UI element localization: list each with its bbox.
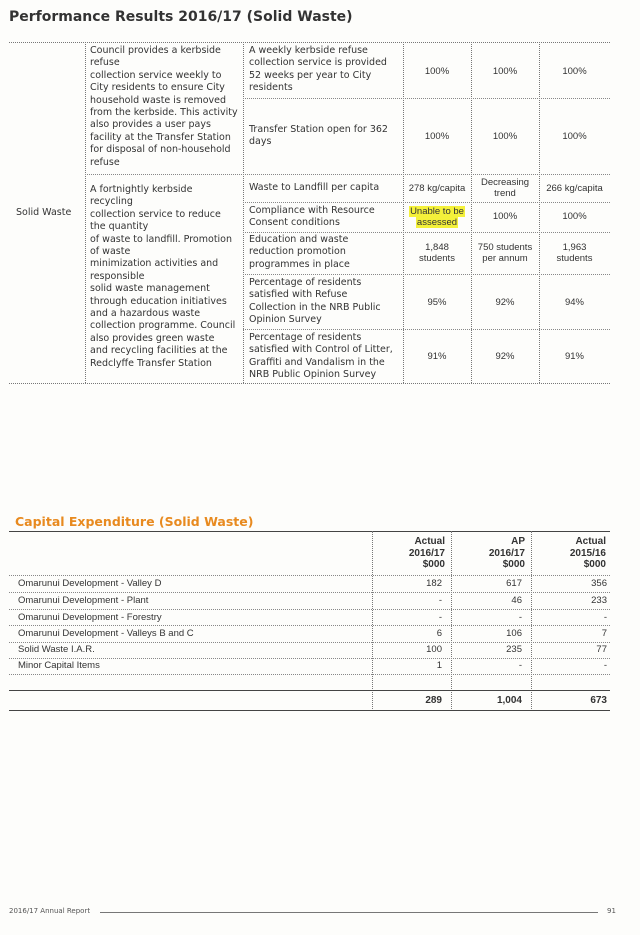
measure-result-highlighted: Unable to be assessed bbox=[410, 206, 464, 228]
measure-text: A weekly kerbside refuse collection service is provided 52 weeks per year to City residents bbox=[249, 45, 387, 94]
footer-title: 2016/17 Annual Report bbox=[9, 907, 91, 915]
measure-target: 100% bbox=[492, 211, 518, 222]
row-divider bbox=[9, 592, 610, 593]
measure-result: 1,848 students bbox=[419, 242, 455, 264]
column-header: AP 2016/17 $000 bbox=[488, 536, 525, 570]
table-cell: - bbox=[603, 612, 607, 623]
table-row-label: Minor Capital Items bbox=[18, 660, 100, 671]
table-cell: - bbox=[438, 595, 442, 606]
service-description-recycling: A fortnightly kerbside recycling collection service to reduce the quantity of waste to landfill. Promotion of waste minimization activities and responsible solid waste management through education initiatives and a hazardous waste collection programme. Council also provides green waste and recycling facilities at the Redclyffe Transfer Station bbox=[90, 184, 236, 369]
column-header: Actual 2015/16 $000 bbox=[569, 536, 606, 570]
table-cell: 6 bbox=[436, 628, 442, 639]
table-cell: 100 bbox=[426, 644, 442, 655]
table-row-label: Omarunui Development - Valley D bbox=[18, 578, 162, 589]
row-divider bbox=[9, 674, 610, 675]
row-divider bbox=[9, 609, 610, 610]
measure-prev: 91% bbox=[564, 351, 584, 362]
footer-rule bbox=[100, 912, 598, 913]
table-cell: 235 bbox=[506, 644, 522, 655]
measure-prev: 100% bbox=[562, 131, 587, 142]
table-cell: 77 bbox=[596, 644, 607, 655]
service-description-refuse: Council provides a kerbside refuse collection service weekly to City residents to ensure City household waste is removed from the kerbside. This activity also provides a user pays facility at the Transfer Station for disposal of non-household refuse bbox=[90, 45, 238, 168]
measure-result: 278 kg/capita bbox=[408, 183, 466, 194]
measure-text: Compliance with Resource Consent conditions bbox=[249, 205, 375, 229]
measure-target: 750 students per annum bbox=[477, 242, 533, 264]
table-row-label: Omarunui Development - Valleys B and C bbox=[18, 628, 194, 639]
measure-prev: 266 kg/capita bbox=[546, 183, 603, 194]
table-top-rule bbox=[9, 531, 610, 532]
measure-result: 91% bbox=[427, 351, 447, 362]
table-cell: 182 bbox=[426, 578, 442, 589]
col-divider bbox=[243, 42, 244, 383]
measure-prev: 100% bbox=[562, 211, 587, 222]
measure-result: 100% bbox=[424, 131, 450, 142]
table-cell: 233 bbox=[591, 595, 607, 606]
measure-text: Transfer Station open for 362 days bbox=[249, 124, 388, 148]
row-divider bbox=[9, 658, 610, 659]
row-divider bbox=[243, 329, 610, 330]
measure-text: Percentage of residents satisfied with Refuse Collection in the NRB Public Opinion Survey bbox=[249, 277, 381, 326]
total-cell: 1,004 bbox=[496, 695, 522, 706]
measure-result: 95% bbox=[427, 297, 447, 308]
row-divider bbox=[243, 274, 610, 275]
table-cell: - bbox=[603, 660, 607, 671]
measure-prev: 100% bbox=[562, 66, 587, 77]
table-cell: - bbox=[518, 612, 522, 623]
table-cell: 617 bbox=[506, 578, 522, 589]
measure-target: 92% bbox=[495, 297, 515, 308]
page-title: Performance Results 2016/17 (Solid Waste) bbox=[9, 9, 353, 25]
table-cell: 106 bbox=[506, 628, 522, 639]
table-cell: 7 bbox=[601, 628, 607, 639]
totals-rule bbox=[9, 690, 610, 691]
measure-result: 100% bbox=[424, 66, 450, 77]
measure-target: Decreasing trend bbox=[480, 177, 530, 199]
row-divider bbox=[243, 232, 610, 233]
measure-prev: 1,963 students bbox=[556, 242, 593, 264]
table-row-label: Omarunui Development - Plant bbox=[18, 595, 149, 606]
activity-label: Solid Waste bbox=[16, 207, 72, 218]
measure-text: Education and waste reduction promotion programmes in place bbox=[249, 234, 350, 270]
header-rule bbox=[9, 575, 610, 576]
row-divider bbox=[243, 202, 610, 203]
table-cell: 356 bbox=[591, 578, 607, 589]
page-number: 91 bbox=[607, 907, 616, 915]
table-row-label: Solid Waste I.A.R. bbox=[18, 644, 95, 655]
measure-target: 100% bbox=[492, 66, 518, 77]
row-divider bbox=[243, 98, 610, 99]
measure-target: 92% bbox=[495, 351, 515, 362]
table-bottom-rule bbox=[9, 710, 610, 711]
table-cell: - bbox=[518, 660, 522, 671]
table-cell: - bbox=[438, 612, 442, 623]
row-divider bbox=[85, 174, 610, 175]
total-cell: 289 bbox=[425, 695, 442, 706]
section-title: Capital Expenditure (Solid Waste) bbox=[15, 514, 254, 529]
row-divider bbox=[9, 642, 610, 643]
column-header: Actual 2016/17 $000 bbox=[408, 536, 445, 570]
measure-text: Percentage of residents satisfied with Control of Litter, Graffiti and Vandalism in the NRB Public Opinion Survey bbox=[249, 332, 393, 381]
table-cell: 46 bbox=[511, 595, 522, 606]
table-top-rule bbox=[9, 42, 610, 43]
table-row-label: Omarunui Development - Forestry bbox=[18, 612, 162, 623]
col-divider bbox=[85, 42, 86, 383]
measure-target: 100% bbox=[492, 131, 518, 142]
table-cell: 1 bbox=[436, 660, 442, 671]
table-bottom-rule bbox=[9, 383, 610, 384]
measure-prev: 94% bbox=[564, 297, 584, 308]
total-cell: 673 bbox=[590, 695, 607, 706]
measure-text: Waste to Landfill per capita bbox=[249, 182, 380, 193]
row-divider bbox=[9, 625, 610, 626]
